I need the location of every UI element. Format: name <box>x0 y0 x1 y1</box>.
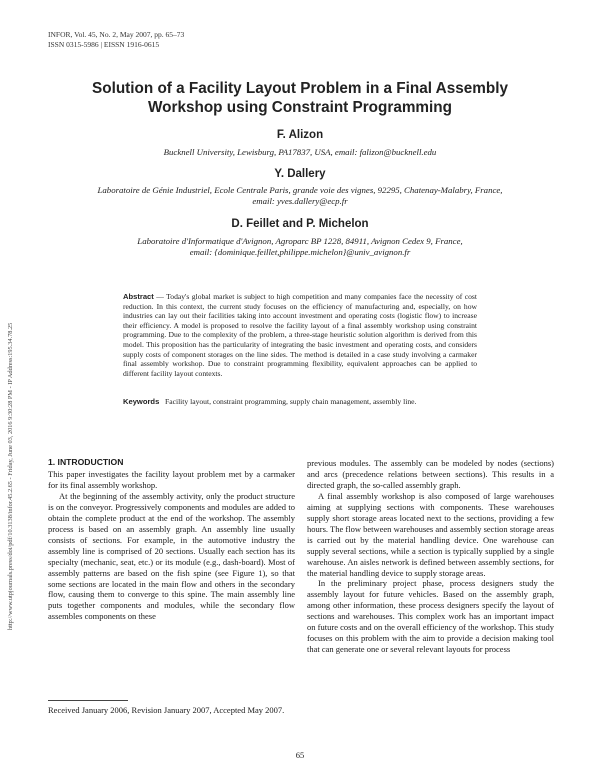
keywords <box>123 397 483 407</box>
download-watermark-text: http://www.utpjournals.press/doi/pdf/10.3138/infor.45.2.65 - Friday, June 03, 2016 9:30:28 PM - IP Address:195.34.78.25 <box>7 322 14 630</box>
paragraph: previous modules. The assembly can be modeled by nodes (sections) and arcs (precedence relations between sections). This results in a directed graph, the so-called assembly graph. <box>307 458 554 490</box>
author-affiliation <box>40 236 560 258</box>
left-column <box>48 469 295 622</box>
affiliation-email: email: {dominique.feillet,philippe.michelon}@univ_avignon.fr <box>189 247 411 257</box>
affiliation-line: Bucknell University, Lewisburg, PA17837, USA, email: falizon@bucknell.edu <box>163 147 437 157</box>
affiliation-email: email: yves.dallery@ecp.fr <box>252 196 348 206</box>
footnote-rule <box>48 700 128 701</box>
paragraph: In the preliminary project phase, process designers study the assembly layout for future vehicles. Based on the assembly graph, among other information, these process designers specify the layout of sections and warehouses. This complex work has an important impact on future costs and on the overall efficiency of the workshop. This study focuses on this problem with the aim to provide a decision making tool that can generate one or several relevant layouts for process <box>307 578 554 655</box>
paragraph: This paper investigates the facility layout problem met by a carmaker for its final assembly workshop. <box>48 469 295 490</box>
section-heading: 1. INTRODUCTION <box>48 457 124 467</box>
paper-title <box>60 79 540 117</box>
page-number: 65 <box>295 750 305 760</box>
author-affiliation <box>40 185 560 207</box>
right-column <box>307 458 554 655</box>
affiliation-line: Laboratoire d'Informatique d'Avignon, Agroparc BP 1228, 84911, Avignon Cedex 9, France, <box>137 236 463 246</box>
paper-title-line-1: Solution of a Facility Layout Problem in a Final Assembly <box>92 80 508 97</box>
paragraph: At the beginning of the assembly activity, only the product structure is on the conveyor. Progressively components and modules are added to obtain the complete product at the end of the workshop. The assembly process is based on an assembly graph. An assembly line usually consists of sections. For example, in the automotive industry the assembly line is comprised of 20 sections. Usually each section has its specialty (mechanic, seat, etc.) or its module (e.g., dash-board). Most of assembly patterns are based on the fish spine (see Figure 1), so that some sections are located in the main flow and others in the secondary flow, causing them to converge to this spine. The main assembly line puts together components and modules, while the secondary flow assembles components on these <box>48 490 295 622</box>
abstract-text: — Today's global market is subject to high competition and many companies face the necessity of cost reduction. In this context, the current study focuses on the efficiency of manufacturing and, especially, on how industries can lay out their facilities taking into account investment and operating costs (logistic flow) to increase their efficiency. A model is proposed to resolve the facility layout of a final assembly workshop using constraint programming. Due to the complexity of the problem, a three-stage heuristic solution algorithm is derived from this model. This proposition has the particularity of integrating the basic investment and operating costs, and considers supply costs of component storages on the line sides. The method is detailed in a case study involving a carmaker final assembly workshop. Due to constraint programming flexibility, equivalent approaches can be applied to different facility layout contexts. <box>123 292 477 378</box>
abstract <box>123 292 477 378</box>
paper-title-line-2: Workshop using Constraint Programming <box>148 99 452 116</box>
author-name: F. Alizon <box>276 129 324 141</box>
author-name: Y. Dallery <box>274 168 326 180</box>
journal-citation: INFOR, Vol. 45, No. 2, May 2007, pp. 65–73 <box>48 30 185 39</box>
affiliation-line: Laboratoire de Génie Industriel, Ecole Centrale Paris, grande voie des vignes, 92295, Chatenay-Malabry, France, <box>97 185 503 195</box>
keywords-label: Keywords <box>123 397 160 406</box>
journal-issn: ISSN 0315-5986 | EISSN 1916-0615 <box>48 40 160 49</box>
author-name: D. Feillet and P. Michelon <box>231 218 369 230</box>
download-watermark <box>0 200 14 630</box>
paragraph: A final assembly workshop is also composed of large warehouses aiming at supplying sections with components. These warehouses supply short storage areas located next to the sections, providing a few hours. The flow between warehouses and assembly section storage areas is carried out by the material handling device. One warehouse can supply several sections, while a section is typically supplied by a single warehouse. An aisles network is defined between assembly sections, for the material handling device to supply storage areas. <box>307 490 554 578</box>
author-affiliation <box>40 147 560 158</box>
journal-header <box>48 30 184 50</box>
abstract-label: Abstract <box>123 292 154 301</box>
keywords-text: Facility layout, constraint programming, supply chain management, assembly line. <box>165 397 417 406</box>
footnote: Received January 2006, Revision January 2007, Accepted May 2007. <box>48 705 285 715</box>
